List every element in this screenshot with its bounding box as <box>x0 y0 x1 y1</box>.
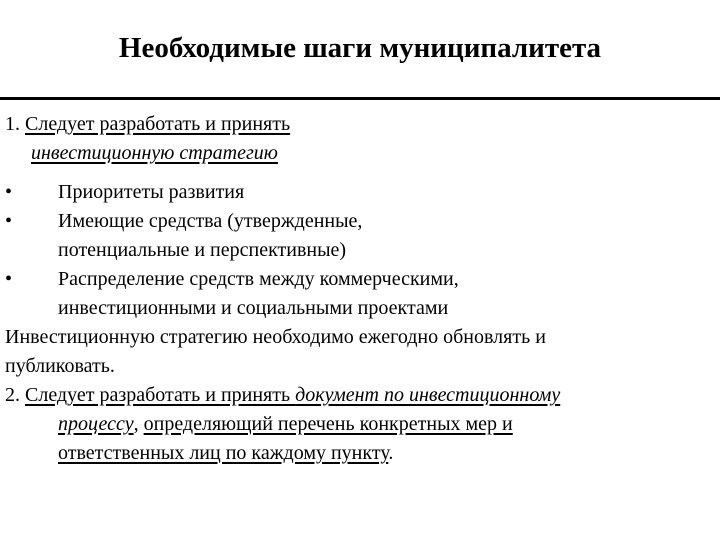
bullet-marker: • <box>5 268 13 290</box>
step-1-line-2 <box>5 139 715 168</box>
note-line-2: публиковать. <box>5 355 115 377</box>
step-2-number: 2. <box>5 384 25 406</box>
bullet-item <box>5 265 715 294</box>
step-2-description-cont: ответственных лиц по каждому пункту <box>58 442 389 464</box>
step-1-emphasis: инвестиционную стратегию <box>31 142 278 164</box>
step-2-document-emphasis: документ по инвестиционному <box>295 384 561 406</box>
bullet-marker: • <box>5 210 13 232</box>
step-2-line-2 <box>5 410 715 439</box>
bullet-marker: • <box>5 181 13 203</box>
note-line-1: Инвестиционную стратегию необходимо ежегодно обновлять и <box>5 326 546 348</box>
step-1-line-1 <box>5 110 715 139</box>
bullet-text: Распределение средств между коммерческими, <box>58 268 459 290</box>
title-divider <box>0 97 720 100</box>
step-1-number: 1. <box>5 113 25 135</box>
step-2-description: определяющий перечень конкретных мер и <box>143 413 513 435</box>
bullet-text: Приоритеты развития <box>58 181 245 203</box>
bullet-continuation: инвестиционными и социальными проектами <box>58 297 449 319</box>
page-title: Необходимые шаги муниципалитета <box>118 32 602 64</box>
bullet-text: Имеющие средства (утвержденные, <box>58 210 363 232</box>
step-2-document-emphasis-cont: процессу <box>58 413 134 435</box>
step-2-comma: , <box>133 413 144 435</box>
step-2-period: . <box>388 442 394 464</box>
step-2-line-3 <box>5 439 715 468</box>
content-body <box>5 110 715 468</box>
step-2-line-1 <box>5 381 715 410</box>
step-1-text: Следует разработать и принять <box>25 113 291 135</box>
bullet-continuation: потенциальные и перспективные) <box>58 239 347 261</box>
step-2-lead: Следует разработать и принять <box>25 384 296 406</box>
bullet-item <box>5 178 715 207</box>
bullet-item <box>5 207 715 236</box>
